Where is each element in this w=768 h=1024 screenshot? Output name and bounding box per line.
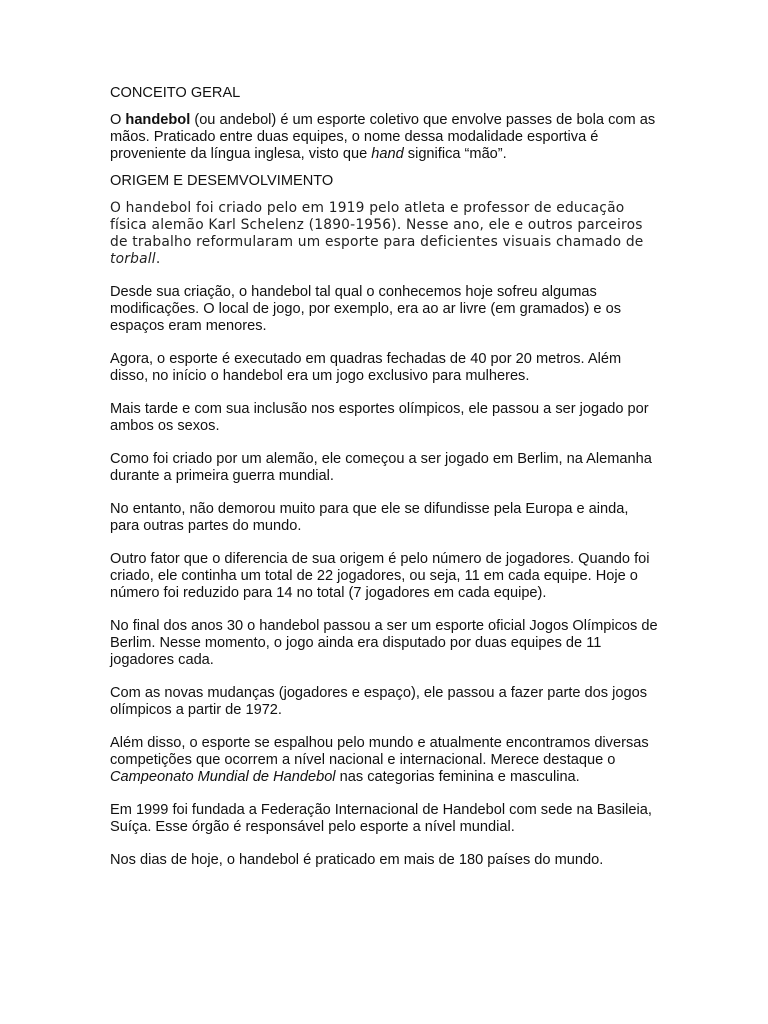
paragraph: Em 1999 foi fundada a Federação Internacional de Handebol com sede na Basileia, Suíça. Esse órgão é responsável pelo esporte a nível mundial. bbox=[110, 802, 652, 835]
text-run: O bbox=[110, 112, 126, 128]
italic-term: hand bbox=[371, 146, 404, 162]
document-body bbox=[110, 85, 660, 885]
paragraph: Nos dias de hoje, o handebol é praticado em mais de 180 países do mundo. bbox=[110, 852, 604, 868]
paragraph: Como foi criado por um alemão, ele começou a ser jogado em Berlim, na Alemanha durante a primeira guerra mundial. bbox=[110, 451, 652, 484]
text-run: . bbox=[155, 251, 161, 267]
paragraph: Desde sua criação, o handebol tal qual o conhecemos hoje sofreu algumas modificações. O local de jogo, por exemplo, era ao ar livre (em gramados) e os espaços eram menores. bbox=[110, 284, 622, 334]
text-run: Além disso, o esporte se espalhou pelo mundo e atualmente encontramos diversas competições que ocorrem a nível nacional e internacional. Merece destaque o bbox=[110, 735, 649, 768]
paragraph-definition bbox=[110, 112, 660, 163]
paragraph-origin bbox=[110, 200, 660, 268]
section-heading-conceito-geral: CONCEITO GERAL bbox=[110, 85, 241, 101]
paragraph: Com as novas mudanças (jogadores e espaço), ele passou a fazer parte dos jogos olímpicos a partir de 1972. bbox=[110, 685, 648, 718]
text-run: nas categorias feminina e masculina. bbox=[335, 769, 580, 785]
italic-term: torball bbox=[110, 251, 156, 267]
paragraph: Agora, o esporte é executado em quadras fechadas de 40 por 20 metros. Além disso, no início o handebol era um jogo exclusivo para mulheres. bbox=[110, 351, 622, 384]
italic-term: Campeonato Mundial de Handebol bbox=[110, 769, 336, 785]
paragraph: No final dos anos 30 o handebol passou a ser um esporte oficial Jogos Olímpicos de Berlim. Nesse momento, o jogo ainda era disputado por duas equipes de 11 jogadores cada. bbox=[110, 618, 658, 668]
paragraph-competitions bbox=[110, 735, 660, 786]
paragraph: No entanto, não demorou muito para que ele se difundisse pela Europa e ainda, para outras partes do mundo. bbox=[110, 501, 629, 534]
text-run: (ou andebol) é um esporte coletivo que envolve passes de bola com as mãos. Praticado entre duas equipes, o nome dessa modalidade esportiva é proveniente da língua inglesa, visto que bbox=[110, 112, 656, 162]
text-run: O handebol foi criado pelo em 1919 pelo atleta e professor de educação física alemão Karl Schelenz (1890-1956). Nesse ano, ele e outros parceiros de trabalho reformularam um esporte para deficientes visuais chamado de bbox=[110, 200, 644, 250]
paragraph: Outro fator que o diferencia de sua origem é pelo número de jogadores. Quando foi criado, ele continha um total de 22 jogadores, ou seja, 11 em cada equipe. Hoje o número foi reduzido para 14 no total (7 jogadores em cada equipe). bbox=[110, 551, 650, 601]
bold-term: handebol bbox=[125, 112, 191, 128]
paragraph: Mais tarde e com sua inclusão nos esportes olímpicos, ele passou a ser jogado por ambos os sexos. bbox=[110, 401, 649, 434]
text-run: significa “mão”. bbox=[403, 146, 507, 162]
section-heading-origem: ORIGEM E DESEMVOLVIMENTO bbox=[110, 173, 334, 189]
